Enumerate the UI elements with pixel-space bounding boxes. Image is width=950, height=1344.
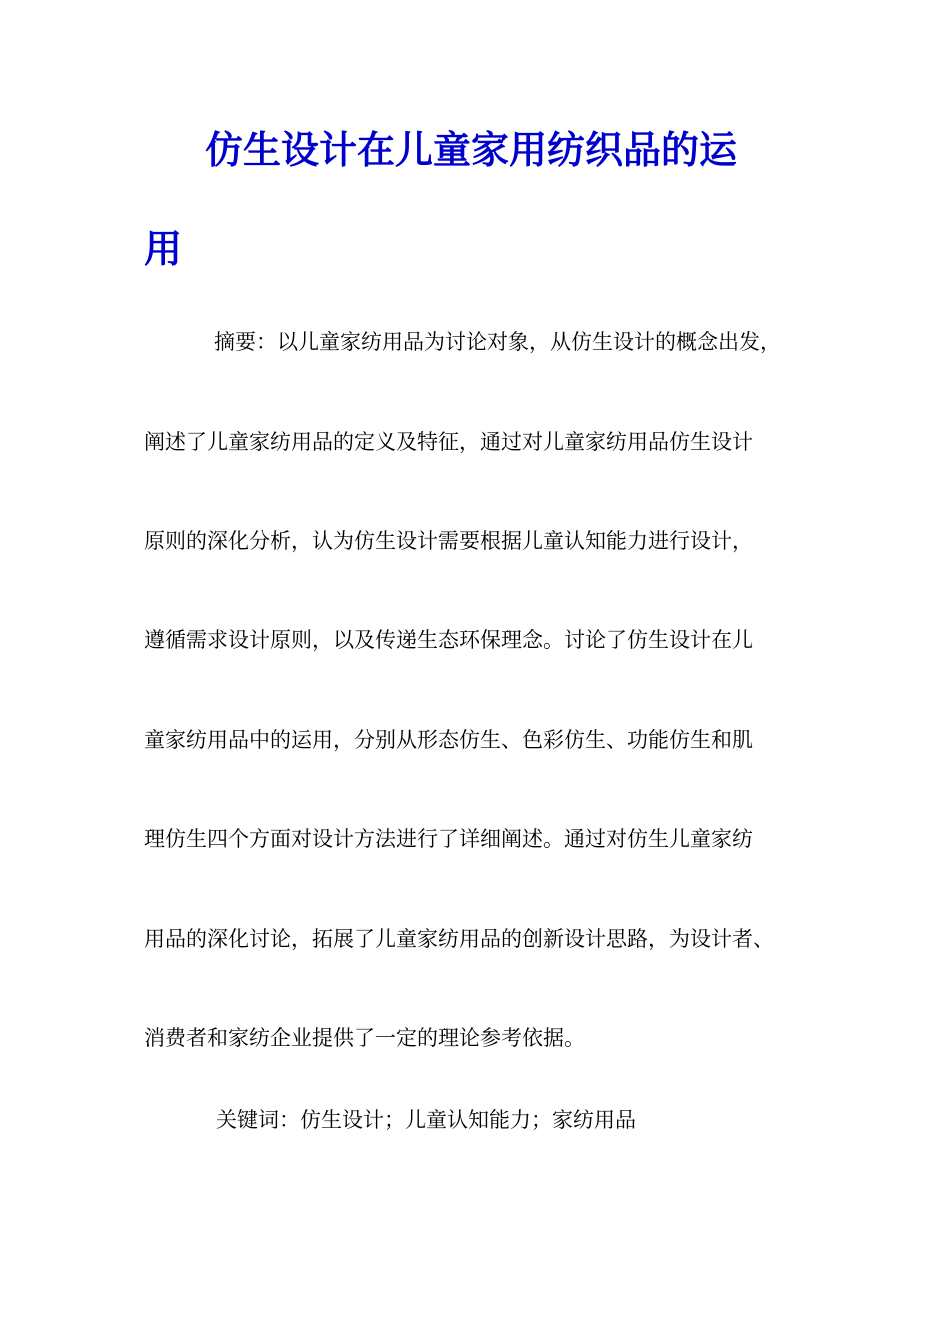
abstract-line-7: 用品的深化讨论，拓展了儿童家纺用品的创新设计思路，为设计者、 xyxy=(144,927,774,951)
abstract-line-1: 摘要：以儿童家纺用品为讨论对象，从仿生设计的概念出发， xyxy=(214,330,781,354)
abstract-line-5: 童家纺用品中的运用，分别从形态仿生、色彩仿生、功能仿生和肌 xyxy=(144,728,753,752)
keywords-line: 关键词：仿生设计；儿童认知能力；家纺用品 xyxy=(216,1108,636,1132)
abstract-line-6: 理仿生四个方面对设计方法进行了详细阐述。通过对仿生儿童家纺 xyxy=(144,827,753,851)
abstract-line-8: 消费者和家纺企业提供了一定的理论参考依据。 xyxy=(144,1026,585,1050)
abstract-line-4: 遵循需求设计原则，以及传递生态环保理念。讨论了仿生设计在儿 xyxy=(144,628,753,652)
document-title-line-1: 仿生设计在儿童家用纺织品的运 xyxy=(205,128,738,172)
abstract-line-3: 原则的深化分析，认为仿生设计需要根据儿童认知能力进行设计， xyxy=(144,529,753,553)
document-title-line-2: 用 xyxy=(144,227,183,271)
abstract-line-2: 阐述了儿童家纺用品的定义及特征，通过对儿童家纺用品仿生设计 xyxy=(144,430,753,454)
